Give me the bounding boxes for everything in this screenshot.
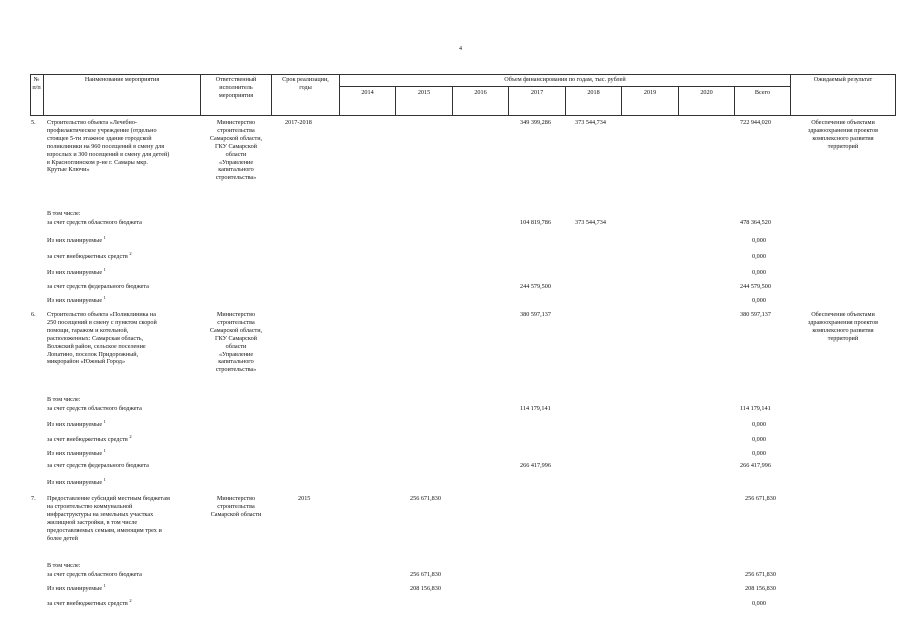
funding-source-label: за счет средств федерального бюджета: [47, 462, 149, 469]
planned-label: Из них планируемые $^1$: [47, 267, 106, 276]
including-label: В том числе:: [47, 396, 81, 403]
header-col-border: [895, 74, 896, 115]
row-value-2018: 373 544,734: [575, 119, 606, 126]
header-num: № п/п: [32, 76, 41, 91]
planned-label: Из них планируемые $^1$: [47, 477, 106, 486]
row-total: 722 944,020: [740, 119, 771, 126]
header-year-2016: 2016: [474, 89, 487, 96]
row-number: 6.: [31, 311, 36, 318]
row-period: 2015: [298, 495, 311, 502]
funding-source-label: за счет внебюджетных средств $^2$: [47, 598, 132, 607]
planned-label: Из них планируемые $^1$: [47, 419, 106, 428]
row-total: 256 671,830: [745, 495, 776, 502]
row-result: Обеспечение объектами здравоохранения проектов комплексного развития территорий: [807, 311, 879, 342]
sub-value-2017: 104 819,786: [520, 219, 551, 226]
row-result: Обеспечение объектами здравоохранения проектов комплексного развития территорий: [807, 119, 879, 150]
header-year-2020: 2020: [700, 89, 713, 96]
header-financing: Объем финансирования по годам, тыс. рублей: [504, 76, 626, 83]
sub-value-2017: 114 179,141: [520, 405, 551, 412]
row-value-2017: 380 597,137: [520, 311, 551, 318]
funding-source-label: за счет внебюджетных средств $^2$: [47, 251, 132, 260]
sub-value-2015: 256 671,830: [410, 571, 441, 578]
sub-total: 0,000: [752, 600, 766, 607]
header-year-2018: 2018: [587, 89, 600, 96]
header-name: Наименование мероприятия: [84, 76, 160, 83]
funding-source-label: за счет средств областного бюджета: [47, 571, 142, 578]
sub-total: 478 364,520: [740, 219, 771, 226]
funding-source-label: за счет средств областного бюджета: [47, 219, 142, 226]
sub-total: 266 417,996: [740, 462, 771, 469]
row-name: Строительство объекта «Лечебно- профилактическое учреждение (отдельно стоящее 5-ти этажное здание городской поликлиники на 960 посещений в смену для взрослых и 300 посещений в смену для детей) в Красноглинском р-не г. Самары мкр. Крутые Ключи»: [47, 119, 170, 174]
sub-total: 114 179,141: [740, 405, 771, 412]
sub-total: 244 579,500: [740, 283, 771, 290]
planned-label: Из них планируемые $^1$: [47, 448, 106, 457]
sub-value-2015: 208 156,830: [410, 585, 441, 592]
sub-total: 0,000: [752, 297, 766, 304]
sub-total: 0,000: [752, 269, 766, 276]
sub-total: 256 671,830: [745, 571, 776, 578]
row-value-2017: 349 399,286: [520, 119, 551, 126]
header-period: Срок реализации, годы: [282, 76, 329, 91]
sub-value-2017: 266 417,996: [520, 462, 551, 469]
row-period: 2017-2018: [285, 119, 312, 126]
including-label: В том числе:: [47, 562, 81, 569]
row-responsible: Министерство строительства Самарской области, ГКУ Самарской области «Управление капитального строительства»: [209, 311, 263, 374]
header-total: Всего: [754, 89, 771, 96]
row-number: 5.: [31, 119, 36, 126]
sub-total: 0,000: [752, 436, 766, 443]
planned-label: Из них планируемые $^1$: [47, 235, 106, 244]
row-number: 7.: [31, 495, 36, 502]
sub-value-2018: 373 544,734: [575, 219, 606, 226]
table-top-border: [30, 74, 896, 75]
funding-source-label: за счет средств федерального бюджета: [47, 283, 149, 290]
page-number: 4: [459, 46, 462, 52]
header-result: Ожидаемый результат: [813, 76, 873, 83]
header-responsible: Ответственный исполнитель мероприятия: [215, 76, 257, 99]
funding-source-label: за счет внебюджетных средств $^2$: [47, 434, 132, 443]
header-year-2019: 2019: [643, 89, 657, 96]
row-responsible: Министерство строительства Самарской области: [210, 495, 262, 518]
funding-source-label: за счет средств областного бюджета: [47, 405, 142, 412]
sub-total: 0,000: [752, 237, 766, 244]
row-total: 380 597,137: [740, 311, 771, 318]
header-bottom-border: [30, 115, 896, 116]
planned-label: Из них планируемые $^1$: [47, 583, 106, 592]
sub-value-2017: 244 579,500: [520, 283, 551, 290]
row-value-2015: 256 671,830: [410, 495, 441, 502]
including-label: В том числе:: [47, 210, 81, 217]
row-responsible: Министерство строительства Самарской области, ГКУ Самарской области «Управление капитального строительства»: [209, 119, 263, 182]
row-name: Строительство объекта «Поликлиника на 250 посещений в смену с пунктом скорой помощи, гаражом и котельной, расположенных: Самарская область, Волжский район, сельское поселение Лопатино, поселок Придорожный, микрорайон «Южный Город»: [47, 311, 157, 366]
header-year-2015: 2015: [417, 89, 431, 96]
sub-total: 208 156,830: [745, 585, 776, 592]
row-name: Предоставление субсидий местным бюджетам на строительство коммунальной инфраструктуры на земельных участках жилищной застройки, в том числе предоставляемых семьям, имеющим трех и более детей: [47, 495, 170, 542]
header-year-2014: 2014: [361, 89, 374, 96]
header-year-2017: 2017: [530, 89, 544, 96]
sub-total: 0,000: [752, 450, 766, 457]
planned-label: Из них планируемые $^1$: [47, 295, 106, 304]
sub-total: 0,000: [752, 253, 766, 260]
sub-total: 0,000: [752, 421, 766, 428]
